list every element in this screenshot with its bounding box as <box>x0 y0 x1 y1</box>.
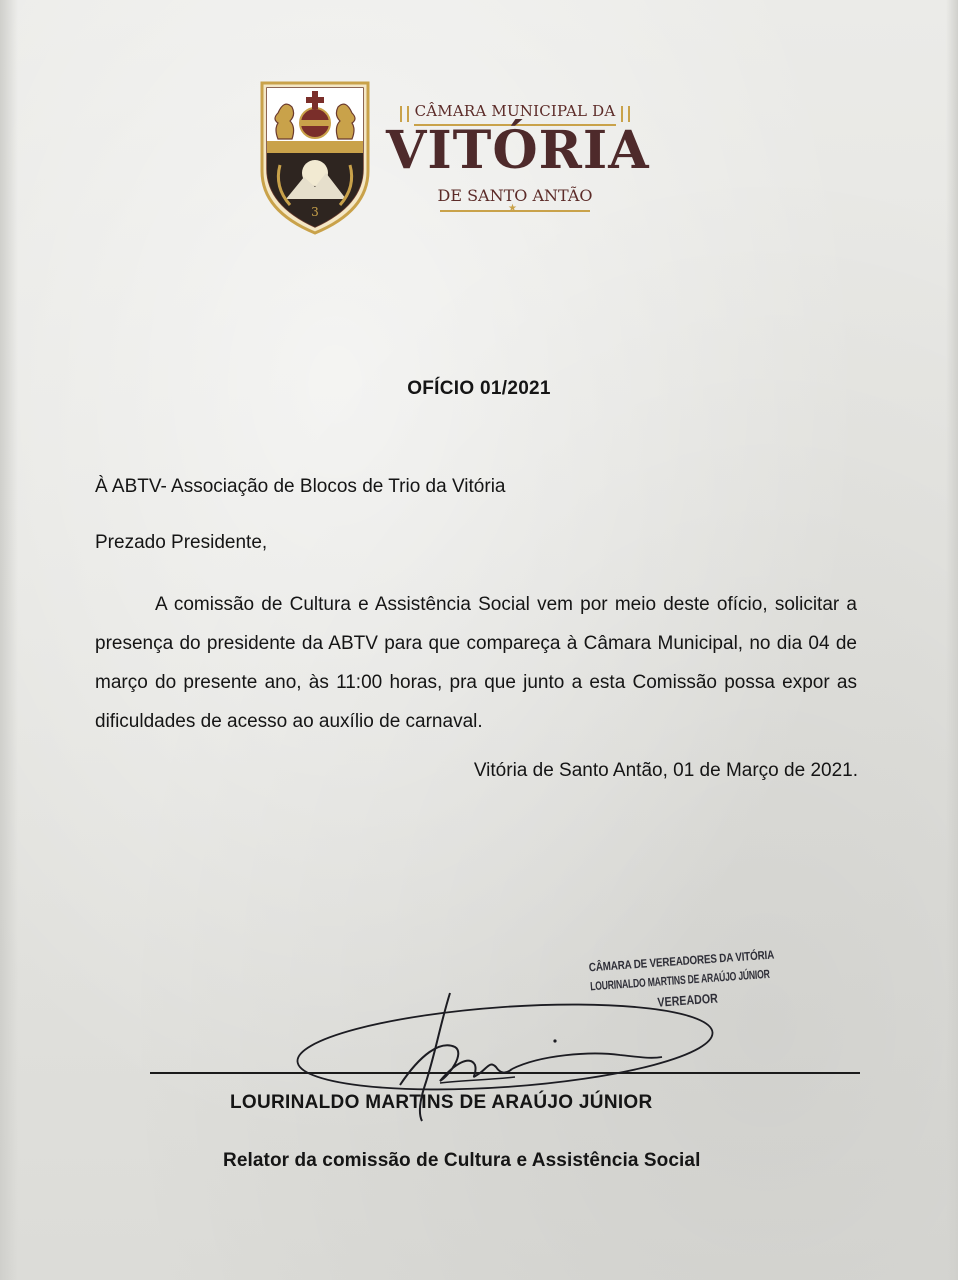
stamp-line2: LOURINALDO MARTINS DE ARAÚJO JÚNIOR <box>589 966 771 994</box>
signer-name: LOURINALDO MARTINS DE ARAÚJO JÚNIOR <box>230 1092 653 1113</box>
page-shadow-right <box>946 0 958 1280</box>
letterhead-subtitle: DE SANTO ANTÃO <box>437 186 593 205</box>
body-paragraph: A comissão de Cultura e Assistência Social vem por meio deste ofício, solicitar a presença do presidente da ABTV para que compareça à Câmara Municipal, no dia 04 de março do presente ano, às 11:00 horas, pra que junto a esta Comissão possa expor as dificuldades de acesso ao auxílio de carnaval. <box>95 594 857 732</box>
signer-role: Relator da comissão de Cultura e Assistência Social <box>223 1150 701 1171</box>
stamp-line3: VEREADOR <box>656 990 719 1010</box>
letterhead-title: VITÓRIA <box>386 120 650 181</box>
document-title: OFÍCIO 01/2021 <box>407 378 551 399</box>
letterhead-line1: CÂMARA MUNICIPAL DA <box>414 102 616 120</box>
place-date: Vitória de Santo Antão, 01 de Março de 2021. <box>473 760 858 781</box>
star-icon: ★ <box>508 203 517 214</box>
page-shadow-left <box>0 0 18 1280</box>
coat-of-arms-icon <box>256 73 374 235</box>
greeting: Prezado Presidente, <box>95 532 268 553</box>
stamp-line1: CÂMARA DE VEREADORES DA VITÓRIA <box>588 947 775 975</box>
addressee: À ABTV- Associação de Blocos de Trio da Vitória <box>95 476 506 497</box>
svg-text:3: 3 <box>311 205 319 219</box>
